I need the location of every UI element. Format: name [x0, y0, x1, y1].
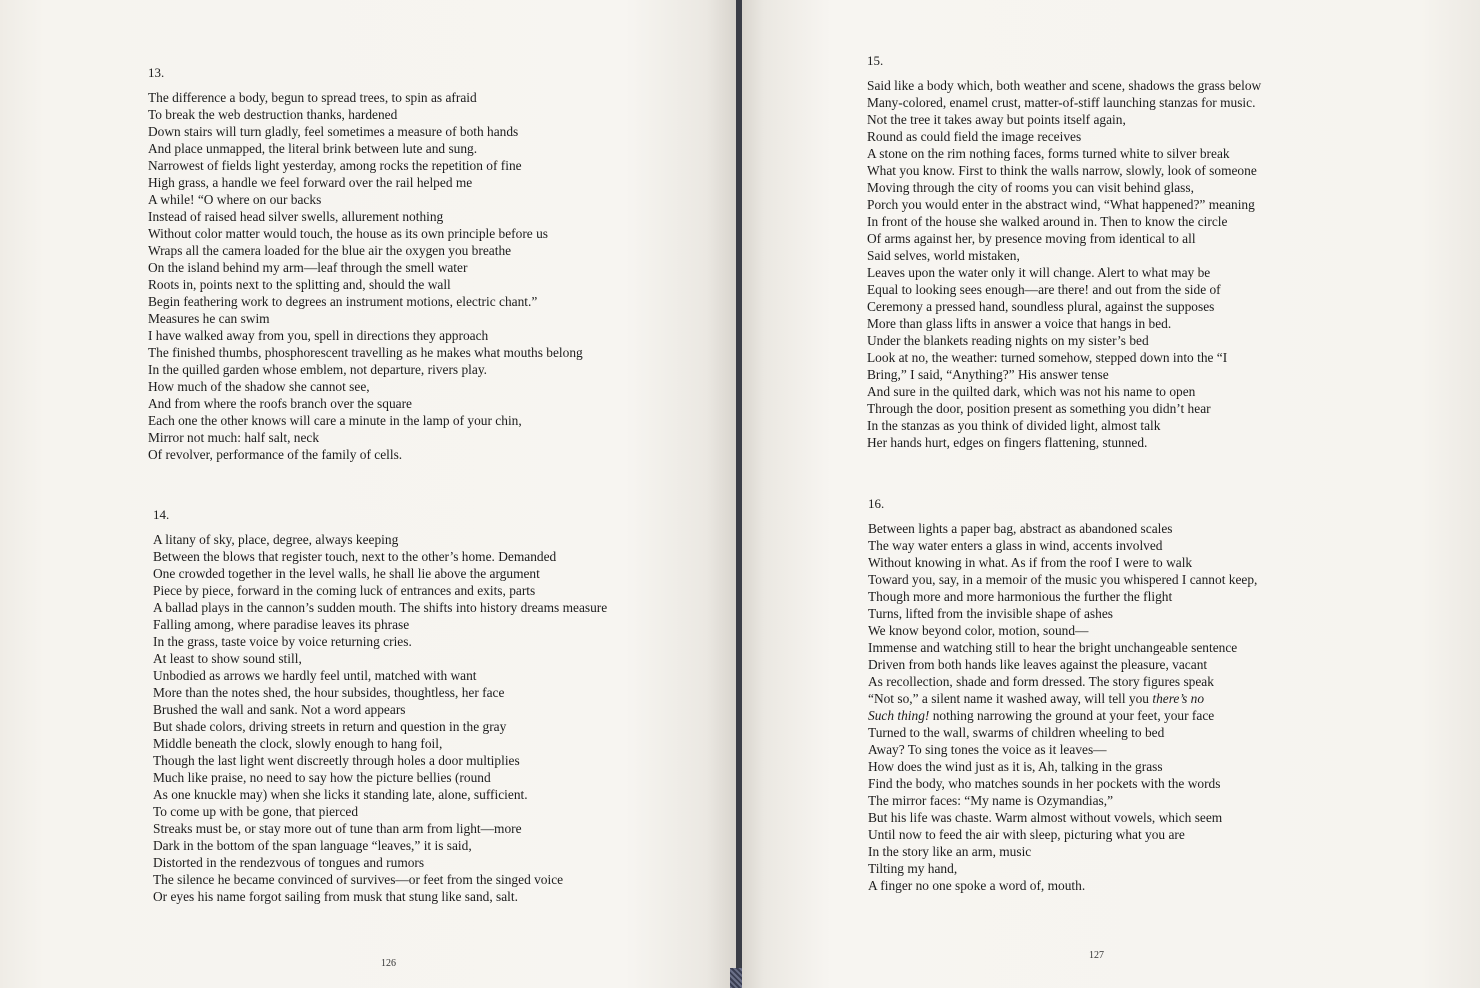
- poem-line: In front of the house she walked around in. Then to know the circle: [867, 214, 1228, 229]
- poem-line: Look at no, the weather: turned somehow, stepped down into the “I: [867, 350, 1228, 365]
- poem-line: A ballad plays in the cannon’s sudden mouth. The shifts into history dreams measure: [153, 600, 608, 615]
- poem-line: Said like a body which, both weather and scene, shadows the grass below: [867, 78, 1262, 93]
- poem-line: Immense and watching still to hear the bright unchangeable sentence: [868, 640, 1238, 655]
- poem-line: Find the body, who matches sounds in her pockets with the words: [868, 776, 1221, 791]
- poem-line: Porch you would enter in the abstract wind, “What happened?” meaning: [867, 197, 1255, 212]
- poem-line: Moving through the city of rooms you can visit behind glass,: [867, 180, 1194, 195]
- poem-line: Turns, lifted from the invisible shape of ashes: [868, 606, 1113, 621]
- poem-line: To come up with be gone, that pierced: [153, 804, 359, 819]
- poem-line: Such thing! nothing narrowing the ground at your feet, your face: [868, 708, 1215, 723]
- poem-line: Through the door, position present as something you didn’t hear: [867, 401, 1211, 416]
- poem-line: Unbodied as arrows we hardly feel until, matched with want: [153, 668, 477, 683]
- poem-line: Turned to the wall, swarms of children wheeling to bed: [868, 725, 1165, 740]
- poem-line: Under the blankets reading nights on my sister’s bed: [867, 333, 1149, 348]
- poem-line: One crowded together in the level walls, he shall lie above the argument: [153, 566, 540, 581]
- poem-line: In the story like an arm, music: [868, 844, 1032, 859]
- poem-line: Or eyes his name forgot sailing from musk that stung like sand, salt.: [153, 889, 518, 904]
- poem-lines: [867, 77, 1261, 451]
- poem-line: Round as could field the image receives: [867, 129, 1082, 144]
- poem-lines: [868, 520, 1257, 894]
- poem-line: Not the tree it takes away but points itself again,: [867, 112, 1126, 127]
- poem-line: The finished thumbs, phosphorescent travelling as he makes what mouths belong: [148, 345, 583, 360]
- poem-line: As recollection, shade and form dressed. The story figures speak: [868, 674, 1214, 689]
- poem-line: As one knuckle may) when she licks it standing late, alone, sufficient.: [153, 787, 528, 802]
- poem-line: Driven from both hands like leaves against the pleasure, vacant: [868, 657, 1208, 672]
- poem-line: Of revolver, performance of the family of cells.: [148, 447, 403, 462]
- poem-line: Tilting my hand,: [868, 861, 958, 876]
- poem-line: Away? To sing tones the voice as it leaves—: [868, 742, 1107, 757]
- poem-line: Her hands hurt, edges on fingers flattening, stunned.: [867, 435, 1148, 450]
- poem-line: And place unmapped, the literal brink between lute and sung.: [148, 141, 478, 156]
- poem-line: Said selves, world mistaken,: [867, 248, 1020, 263]
- poem-line: At least to show sound still,: [153, 651, 302, 666]
- poem-line: The way water enters a glass in wind, accents involved: [868, 538, 1163, 553]
- poem-number: 14.: [153, 507, 170, 522]
- poem-15: [867, 52, 1261, 451]
- poem-line: How does the wind just as it is, Ah, talking in the grass: [868, 759, 1163, 774]
- poem-number: 13.: [148, 65, 165, 80]
- poem-number: 15.: [867, 53, 884, 68]
- poem-line: Brushed the wall and sank. Not a word appears: [153, 702, 406, 717]
- poem-line: Until now to feed the air with sleep, picturing what you are: [868, 827, 1185, 842]
- poem-line: And sure in the quilted dark, which was not his name to open: [867, 384, 1196, 399]
- poem-line: To break the web destruction thanks, hardened: [148, 107, 398, 122]
- poem-line: A finger no one spoke a word of, mouth.: [868, 878, 1086, 893]
- poem-line: A while! “O where on our backs: [148, 192, 322, 207]
- poem-line: Much like praise, no need to say how the picture bellies (round: [153, 770, 491, 785]
- poem-line: Leaves upon the water only it will change. Alert to what may be: [867, 265, 1211, 280]
- poem-line: Mirror not much: half salt, neck: [148, 430, 320, 445]
- poem-16: [868, 495, 1257, 894]
- poem-line: Begin feathering work to degrees an instrument motions, electric chant.”: [148, 294, 538, 309]
- poem-line: What you know. First to think the walls narrow, slowly, look of someone: [867, 163, 1257, 178]
- page-number-right: 127: [1089, 950, 1104, 961]
- poem-line: Each one the other knows will care a minute in the lamp of your chin,: [148, 413, 522, 428]
- poem-line: Dark in the bottom of the span language “leaves,” it is said,: [153, 838, 472, 853]
- poem-number: 16.: [868, 496, 885, 511]
- poem-line: We know beyond color, motion, sound—: [868, 623, 1089, 638]
- poem-line: How much of the shadow she cannot see,: [148, 379, 370, 394]
- poem-line: Without knowing in what. As if from the roof I were to walk: [868, 555, 1193, 570]
- poem-line: Roots in, points next to the splitting and, should the wall: [148, 277, 451, 292]
- poem-line: Piece by piece, forward in the coming luck of entrances and exits, parts: [153, 583, 536, 598]
- poem-line: Between lights a paper bag, abstract as abandoned scales: [868, 521, 1173, 536]
- poem-line: Middle beneath the clock, slowly enough to hang foil,: [153, 736, 443, 751]
- poem-line: Equal to looking sees enough—are there! and out from the side of: [867, 282, 1221, 297]
- poem-line: More than the notes shed, the hour subsides, thoughtless, her face: [153, 685, 505, 700]
- poem-line: A stone on the rim nothing faces, forms turned white to silver break: [867, 146, 1230, 161]
- poem-line: On the island behind my arm—leaf through the smell water: [148, 260, 468, 275]
- poem-line: Narrowest of fields light yesterday, among rocks the repetition of fine: [148, 158, 522, 173]
- poem-line: A litany of sky, place, degree, always keeping: [153, 532, 399, 547]
- poem-line: Measures he can swim: [148, 311, 270, 326]
- poem-line: Falling among, where paradise leaves its phrase: [153, 617, 410, 632]
- poem-line: Down stairs will turn gladly, feel sometimes a measure of both hands: [148, 124, 519, 139]
- page-number-left: 126: [381, 958, 396, 969]
- poem-line: In the stanzas as you think of divided light, almost talk: [867, 418, 1161, 433]
- poem-line: Bring,” I said, “Anything?” His answer tense: [867, 367, 1109, 382]
- poem-line: High grass, a handle we feel forward over the rail helped me: [148, 175, 473, 190]
- right-page: [742, 0, 1480, 988]
- poem-line: Toward you, say, in a memoir of the music you whispered I cannot keep,: [868, 572, 1258, 587]
- poem-line: “Not so,” a silent name it washed away, will tell you there’s no: [868, 691, 1205, 706]
- poem-line: Streaks must be, or stay more out of tune than arm from light—more: [153, 821, 522, 836]
- poem-line: Without color matter would touch, the house as its own principle before us: [148, 226, 548, 241]
- poem-line: And from where the roofs branch over the square: [148, 396, 412, 411]
- poem-line: The silence he became convinced of survives—or feet from the singed voice: [153, 872, 564, 887]
- poem-line: But his life was chaste. Warm almost without vowels, which seem: [868, 810, 1223, 825]
- poem-13: [148, 64, 583, 463]
- poem-lines: [153, 531, 607, 905]
- poem-line: Distorted in the rendezvous of tongues and rumors: [153, 855, 425, 870]
- poem-line: More than glass lifts in answer a voice that hangs in bed.: [867, 316, 1172, 331]
- poem-line: I have walked away from you, spell in directions they approach: [148, 328, 489, 343]
- poem-lines: [148, 89, 583, 463]
- poem-line: The difference a body, begun to spread trees, to spin as afraid: [148, 90, 477, 105]
- poem-14: [153, 506, 607, 905]
- poem-line: Between the blows that register touch, next to the other’s home. Demanded: [153, 549, 557, 564]
- poem-line: Though the last light went discreetly through holes a door multiplies: [153, 753, 520, 768]
- poem-line: But shade colors, driving streets in return and question in the gray: [153, 719, 507, 734]
- poem-line: Instead of raised head silver swells, allurement nothing: [148, 209, 444, 224]
- poem-line: The mirror faces: “My name is Ozymandias,”: [868, 793, 1114, 808]
- poem-line: Though more and more harmonious the further the flight: [868, 589, 1173, 604]
- poem-line: In the grass, taste voice by voice returning cries.: [153, 634, 412, 649]
- left-page: [0, 0, 736, 988]
- poem-line: In the quilled garden whose emblem, not departure, rivers play.: [148, 362, 487, 377]
- poem-line: Many-colored, enamel crust, matter-of-stiff launching stanzas for music.: [867, 95, 1256, 110]
- poem-line: Ceremony a pressed hand, soundless plural, against the supposes: [867, 299, 1215, 314]
- poem-line: Wraps all the camera loaded for the blue air the oxygen you breathe: [148, 243, 512, 258]
- poem-line: Of arms against her, by presence moving from identical to all: [867, 231, 1196, 246]
